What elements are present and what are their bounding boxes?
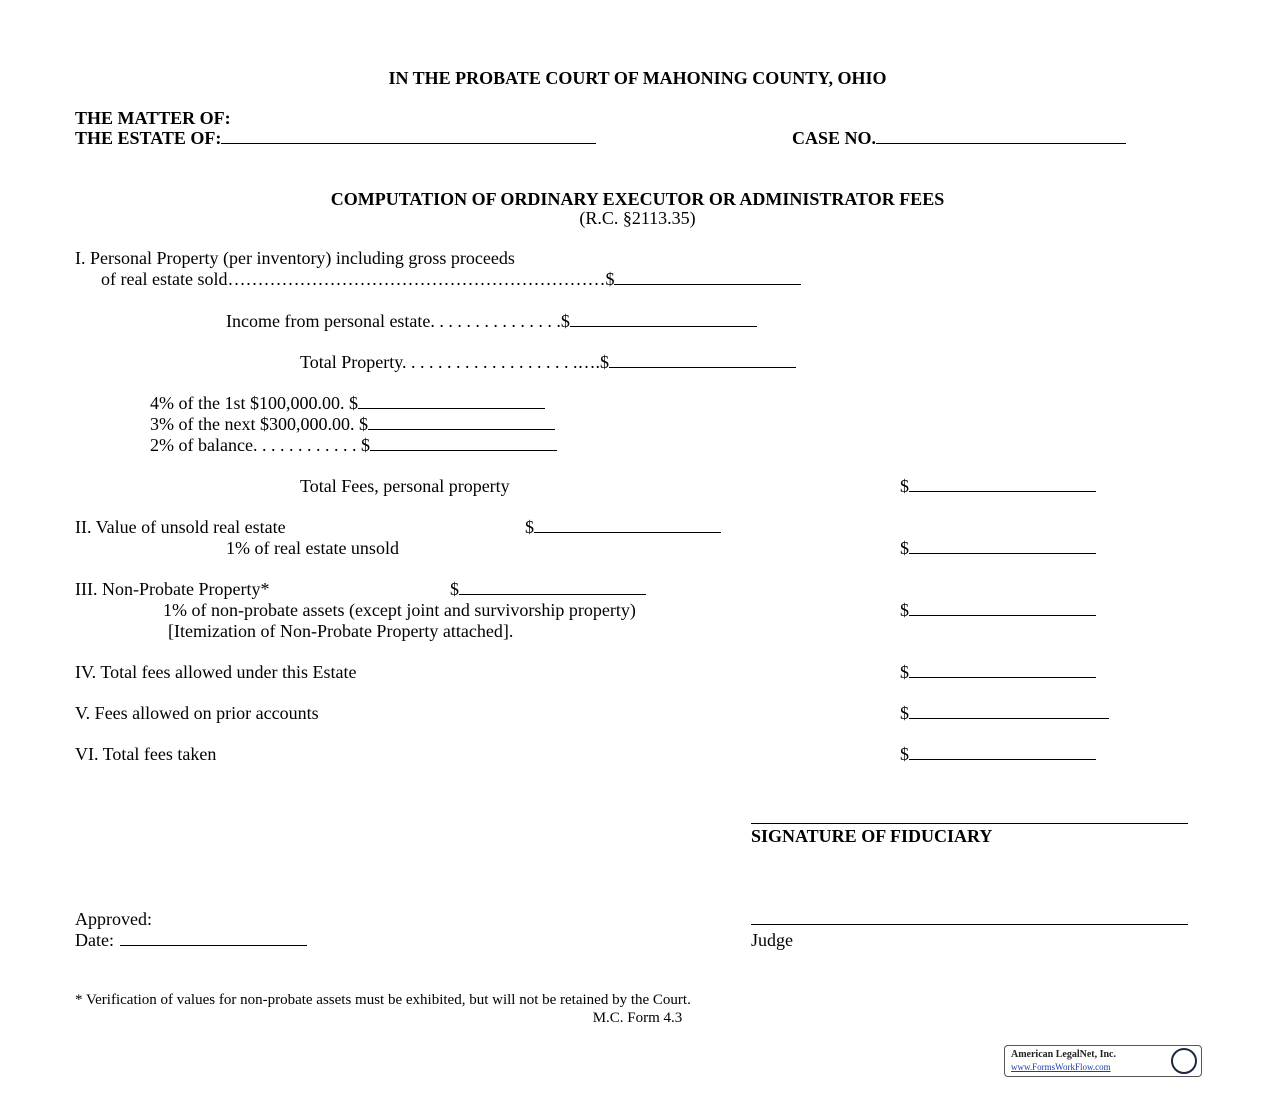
logo-company: American LegalNet, Inc. <box>1011 1049 1116 1060</box>
rate1-label: 4% of the 1st $100,000.00. $ <box>150 393 358 413</box>
case-no-label: CASE NO. <box>792 128 877 148</box>
estate-of-label: THE ESTATE OF: <box>75 128 222 148</box>
form-title: COMPUTATION OF ORDINARY EXECUTOR OR ADMINISTRATOR FEES <box>330 189 945 209</box>
section1-row-total-property <box>300 352 796 372</box>
unsold-fee-dollar: $ <box>900 538 909 558</box>
date-label: Date: <box>75 930 114 950</box>
rate3-row <box>150 435 557 455</box>
judge-label: Judge <box>751 930 793 950</box>
rate1-row <box>150 393 545 413</box>
estate-name-field[interactable] <box>221 128 596 144</box>
unsold-value-dollar: $ <box>525 517 534 537</box>
non-probate-value-dollar: $ <box>450 579 459 599</box>
fiduciary-signature-label: SIGNATURE OF FIDUCIARY <box>751 826 993 846</box>
total-allowed-dollar: $ <box>900 662 909 682</box>
rate2-label: 3% of the next $300,000.00. $ <box>150 414 368 434</box>
section4-label: IV. Total fees allowed under this Estate <box>75 662 357 682</box>
prior-fees-dollar: $ <box>900 703 909 723</box>
form-number: M.C. Form 4.3 <box>592 1010 683 1026</box>
date-row <box>75 930 307 950</box>
rate1-field[interactable] <box>358 393 545 409</box>
legalnet-logo[interactable] <box>1004 1045 1202 1077</box>
section3-line1: III. Non-Probate Property* <box>75 579 270 599</box>
fees-taken-field[interactable] <box>909 744 1096 760</box>
form-statute: (R.C. §2113.35) <box>579 208 696 228</box>
section6-label: VI. Total fees taken <box>75 744 217 764</box>
total-fees-row <box>900 476 1096 496</box>
court-title: IN THE PROBATE COURT OF MAHONING COUNTY, OHIO <box>388 68 887 88</box>
non-probate-value-field[interactable] <box>459 579 646 595</box>
non-probate-value-row <box>450 579 646 599</box>
rate2-row <box>150 414 555 434</box>
non-probate-fee-row <box>900 600 1096 620</box>
footnote: * Verification of values for non-probate assets must be exhibited, but will not be retained by the Court. <box>75 992 691 1008</box>
fiduciary-signature-line[interactable] <box>751 823 1188 824</box>
non-probate-fee-dollar: $ <box>900 600 909 620</box>
section3-line3: [Itemization of Non-Probate Property attached]. <box>168 621 514 641</box>
total-fees-field[interactable] <box>909 476 1096 492</box>
prior-fees-row <box>900 703 1109 723</box>
section2-line2: 1% of real estate unsold <box>226 538 399 558</box>
total-property-label: Total Property. . . . . . . . . . . . . . . . . . . .….$ <box>300 352 610 372</box>
estate-of-row <box>75 128 596 148</box>
unsold-value-row <box>525 517 721 537</box>
section1-row-income <box>226 311 757 331</box>
section1-row-personal <box>101 269 801 289</box>
section5-label: V. Fees allowed on prior accounts <box>75 703 319 723</box>
non-probate-fee-field[interactable] <box>909 600 1096 616</box>
section1-line1: I. Personal Property (per inventory) including gross proceeds <box>75 248 515 268</box>
total-allowed-row <box>900 662 1096 682</box>
fees-taken-dollar: $ <box>900 744 909 764</box>
fees-taken-row <box>900 744 1096 764</box>
section3-line2: 1% of non-probate assets (except joint and survivorship property) <box>163 600 636 620</box>
total-property-field[interactable] <box>609 352 796 368</box>
approved-label: Approved: <box>75 909 152 929</box>
unsold-value-field[interactable] <box>534 517 721 533</box>
unsold-fee-row <box>900 538 1096 558</box>
income-label: Income from personal estate. . . . . . . . . . . . . . .$ <box>226 311 570 331</box>
matter-of-label: THE MATTER OF: <box>75 108 231 128</box>
income-field[interactable] <box>570 311 757 327</box>
rate3-label: 2% of balance. . . . . . . . . . . . $ <box>150 435 370 455</box>
personal-property-field[interactable] <box>614 269 801 285</box>
section1-line2: of real estate sold………………………………………………………$ <box>101 269 615 289</box>
unsold-fee-field[interactable] <box>909 538 1096 554</box>
rate2-field[interactable] <box>368 414 555 430</box>
rate3-field[interactable] <box>370 435 557 451</box>
total-allowed-field[interactable] <box>909 662 1096 678</box>
date-field[interactable] <box>120 930 307 946</box>
case-no-field[interactable] <box>876 128 1126 144</box>
prior-fees-field[interactable] <box>909 703 1109 719</box>
globe-icon <box>1171 1048 1197 1074</box>
case-no-row <box>792 128 1126 148</box>
logo-url[interactable]: www.FormsWorkFlow.com <box>1011 1062 1111 1072</box>
total-fees-label: Total Fees, personal property <box>300 476 510 496</box>
total-fees-dollar: $ <box>900 476 909 496</box>
section2-line1: II. Value of unsold real estate <box>75 517 286 537</box>
judge-signature-line[interactable] <box>751 924 1188 925</box>
